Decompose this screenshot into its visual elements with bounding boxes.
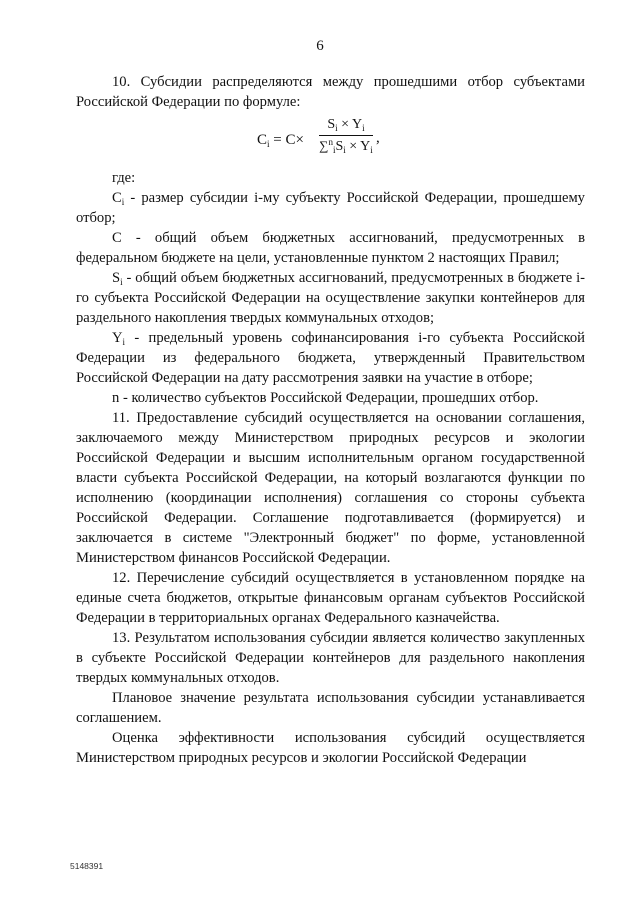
- formula-left-side: $C_i = C\times$: [257, 132, 304, 149]
- definition-c-i: $C_i$ - размер субсидии i-му субъекту Российской Федерации, прошедшему отбор;: [76, 190, 585, 226]
- paragraph-11: 11. Предоставление субсидий осуществляется на основании соглашения, заключаемого между Министерством природных ресурсов и экологии Российской Федерации и высшим исполнительным органом государственной власти субъекта Российской Федерации, на который возлагаются функции по исполнению (координации исполнения) соглашения со стороны субъекта Российской Федерации. Соглашение подготавливается (формируется) и заключается в системе "Электронный бюджет" по форме, установленной Министерством финансов Российской Федерации.: [76, 410, 585, 566]
- page-number: 6: [316, 38, 324, 54]
- paragraph-13-plan: Плановое значение результата использования субсидии устанавливается соглашением.: [76, 690, 585, 726]
- formula-fraction: [319, 116, 373, 157]
- paragraph-12: 12. Перечисление субсидий осуществляется в установленном порядке на единые счета бюджетов, открытые финансовым органам субъектов Российской Федерации в территориальных органах Федерального казначейства.: [76, 570, 585, 626]
- formula-numerator: $S_i \times Y_i$: [319, 116, 373, 136]
- where-label: где:: [112, 170, 136, 186]
- formula-denominator: $\sum^n_iS_i \times Y_i$: [319, 137, 373, 155]
- definition-s-i: $S_i$ - общий объем бюджетных ассигнований, предусмотренных в бюджете i-го субъекта Российской Федерации на осуществление закупки контейнеров для раздельного накопления твердых коммунальных отходов;: [76, 270, 585, 326]
- definition-n: n - количество субъектов Российской Федерации, прошедших отбор.: [112, 390, 539, 406]
- definition-c: C - общий объем бюджетных ассигнований, предусмотренных в федеральном бюджете на цели, установленные пунктом 2 настоящих Правил;: [76, 230, 585, 266]
- formula-comma: ,: [376, 130, 380, 146]
- paragraph-13-evaluation: Оценка эффективности использования субсидий осуществляется Министерством природных ресурсов и экологии Российской Федерации: [76, 730, 585, 766]
- paragraph-10: 10. Субсидии распределяются между прошедшими отбор субъектами Российской Федерации по формуле:: [76, 74, 585, 110]
- document-body: [76, 72, 585, 768]
- paragraph-13: 13. Результатом использования субсидии является количество закупленных в субъекте Российской Федерации контейнеров для раздельного накопления твердых коммунальных отходов.: [76, 630, 585, 686]
- definition-y-i: $Y_i$ - предельный уровень софинансирования i-го субъекта Российской Федерации из федерального бюджета, утвержденный Правительством Российской Федерации на дату рассмотрения заявки на участие в отборе;: [76, 330, 585, 386]
- distribution-formula: [76, 112, 585, 168]
- document-id: 5148391: [70, 861, 104, 871]
